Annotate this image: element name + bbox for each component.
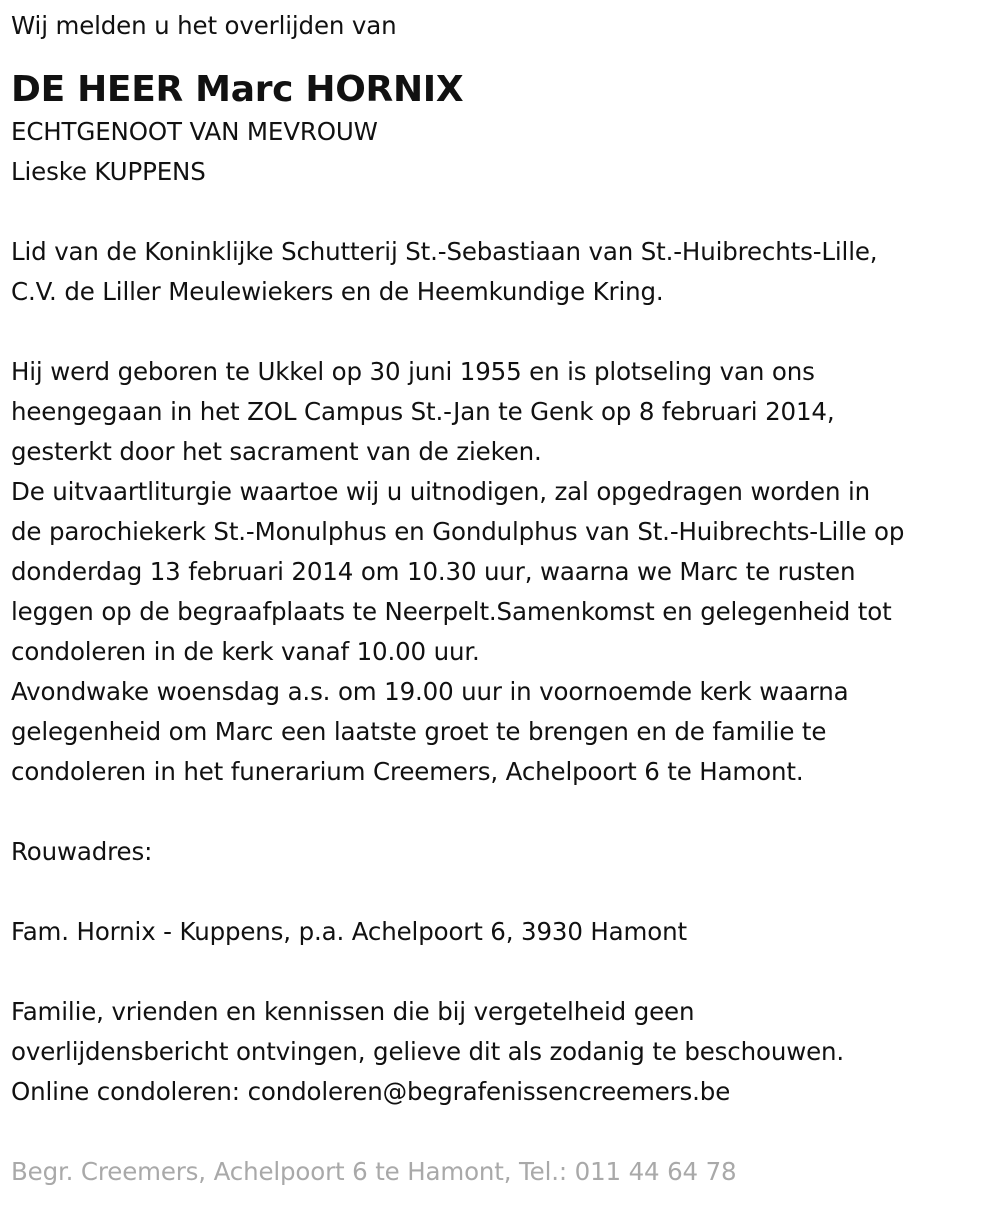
biography-line: De uitvaartliturgie waartoe wij u uitnodigen, zal opgedragen worden in [11,477,871,506]
biography-line: donderdag 13 februari 2014 om 10.30 uur, waarna we Marc te rusten [11,557,856,586]
spacer [11,952,996,992]
biography-line: Hij werd geboren te Ukkel op 30 juni 1955 en is plotseling van ons [11,357,815,386]
closing-line: overlijdensbericht ontvingen, gelieve dit als zodanig te beschouwen. [11,1037,845,1066]
biography-line: condoleren in het funerarium Creemers, Achelpoort 6 te Hamont. [11,757,804,786]
spacer [11,46,996,68]
biography-line: condoleren in de kerk vanaf 10.00 uur. [11,637,480,666]
biography-line: gelegenheid om Marc een laatste groet te brengen en de familie te [11,717,827,746]
deceased-name: DE HEER Marc HORNIX [11,69,464,110]
biography-line: heengegaan in het ZOL Campus St.-Jan te Genk op 8 februari 2014, [11,397,835,426]
biography-line: de parochiekerk St.-Monulphus en Gondulphus van St.-Huibrechts-Lille op [11,517,905,546]
online-condolences [11,1072,996,1112]
membership-line: C.V. de Liller Meulewiekers en de Heemkundige Kring. [11,277,664,306]
spacer [11,1112,996,1152]
online-condolences-email[interactable]: condoleren@begrafenissencreemers.be [247,1077,731,1106]
funeral-home-footer: Begr. Creemers, Achelpoort 6 te Hamont, Tel.: 011 44 64 78 [11,1157,737,1186]
biography-line: leggen op de begraafplaats te Neerpelt.Samenkomst en gelegenheid tot [11,597,892,626]
biography-line: gesterkt door het sacrament van de zieken. [11,437,542,466]
intro-text: Wij melden u het overlijden van [11,11,397,40]
mourning-address: Fam. Hornix - Kuppens, p.a. Achelpoort 6, 3930 Hamont [11,917,687,946]
mourning-address-label: Rouwadres: [11,837,153,866]
spacer [11,872,996,912]
spacer [11,792,996,832]
membership-line: Lid van de Koninklijke Schutterij St.-Sebastiaan van St.-Huibrechts-Lille, [11,237,878,266]
spacer [11,192,996,232]
spouse-title: ECHTGENOOT VAN MEVROUW [11,117,378,146]
spouse-name: Lieske KUPPENS [11,157,206,186]
closing-line: Familie, vrienden en kennissen die bij vergetelheid geen [11,997,695,1026]
spacer [11,312,996,352]
online-condolences-label: Online condoleren: [11,1077,240,1106]
obituary-notice [11,6,996,1192]
biography-line: Avondwake woensdag a.s. om 19.00 uur in voornoemde kerk waarna [11,677,849,706]
